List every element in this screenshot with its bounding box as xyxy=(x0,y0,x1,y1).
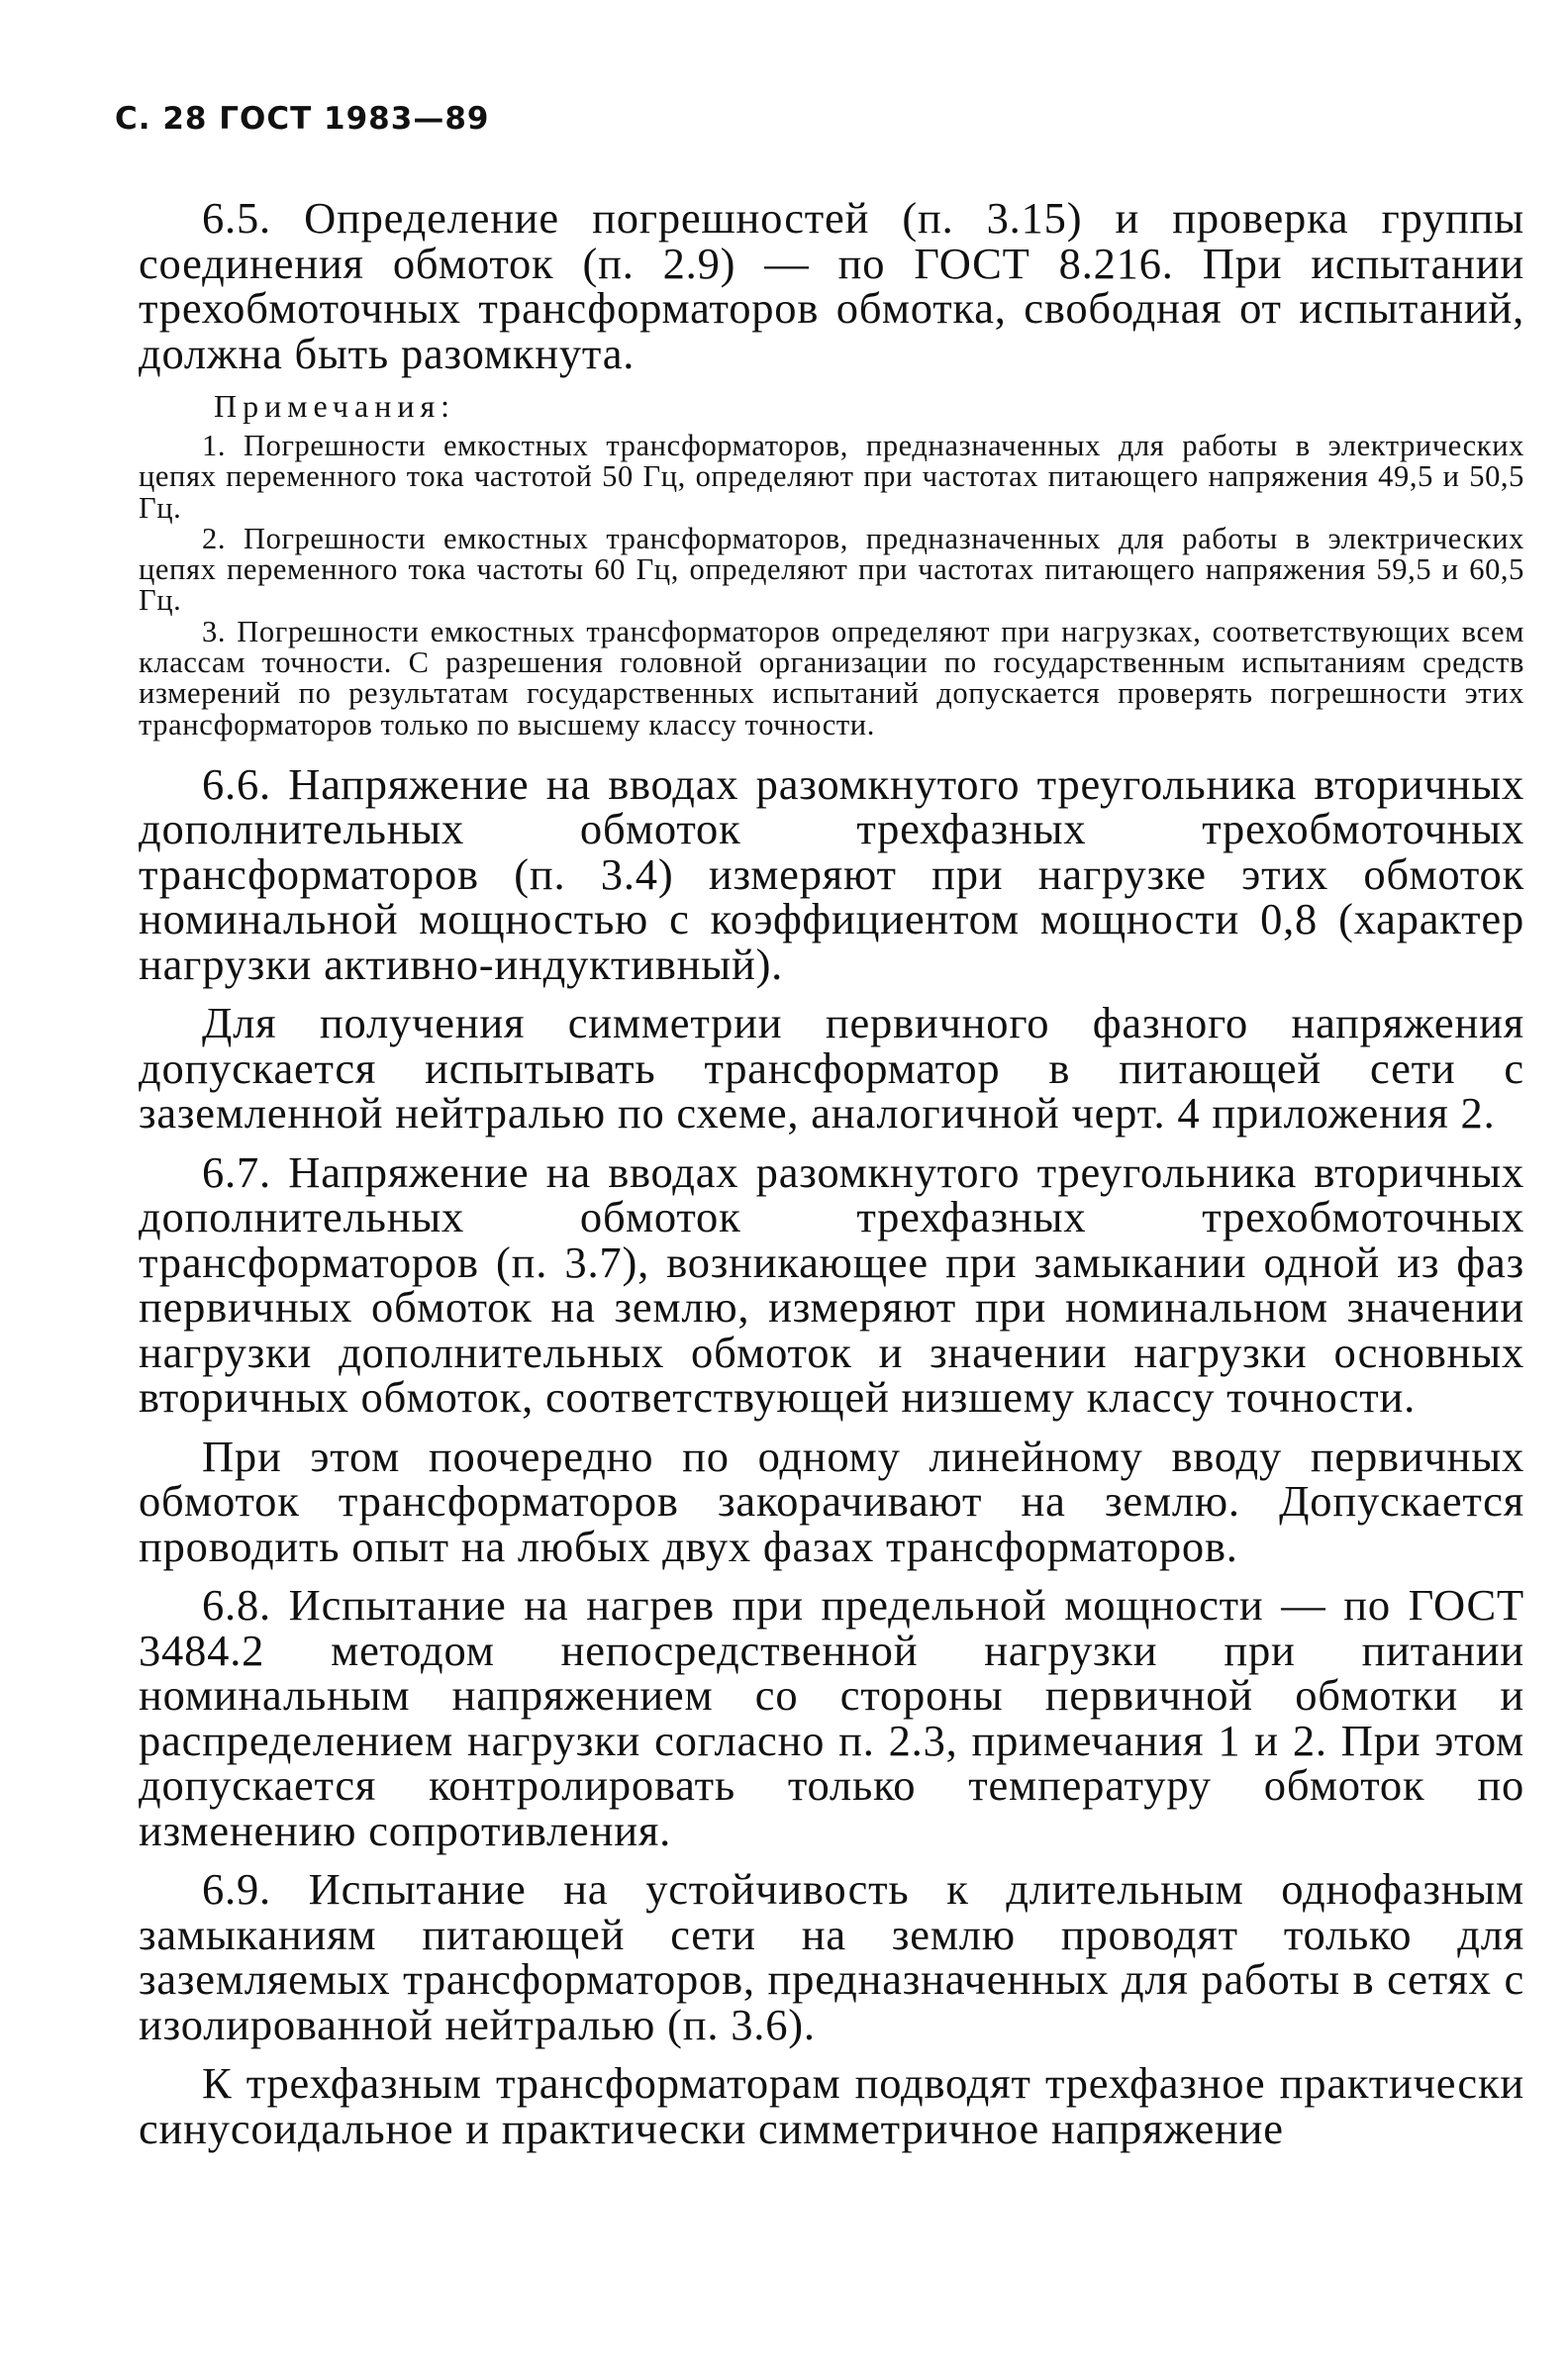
paragraph-6-6: 6.6. Напряжение на вводах разомкнутого треугольника вторичных дополнительных обмоток трехфазных трехобмоточных трансформаторов (п. 3.4) измеряют при нагрузке этих обмоток номинальной мощностью с коэффициентом мощности 0,8 (характер нагрузки активно-индуктивный). xyxy=(139,758,1524,989)
page-header: С. 28 ГОСТ 1983—89 xyxy=(115,101,490,137)
paragraph-6-9: 6.9. Испытание на устойчивость к длительным однофазным замыканиям питающей сети на землю проводят только для заземляемых трансформаторов, предназначенных для работы в сетях с изолированной нейтралью (п. 3.6). xyxy=(139,1864,1524,2049)
paragraph-6-9-continued: К трехфазным трансформаторам подводят трехфазное практически синусоидальное и практически симметричное напряжение xyxy=(139,2058,1524,2153)
note-item: 3. Погрешности емкостных трансформаторов определяют при нагрузках, соответствующих всем классам точности. С разрешения головной организации по государственным испытаниям средств измерений по результатам государственных испытаний допускается проверять погрешности этих трансформаторов только по высшему классу точности. xyxy=(139,614,1524,742)
note-item: 1. Погрешности емкостных трансформаторов, предназначенных для работы в электрических цепях переменного тока частотой 50 Гц, определяют при частотах питающего напряжения 49,5 и 50,5 Гц. xyxy=(139,429,1524,525)
paragraph-6-7-continued: При этом поочередно по одному линейному вводу первичных обмоток трансформаторов закорачивают на землю. Допускается проводить опыт на любых двух фазах трансформаторов. xyxy=(139,1431,1524,1571)
note-item: 2. Погрешности емкостных трансформаторов, предназначенных для работы в электрических цепях переменного тока частоты 60 Гц, определяют при частотах питающего напряжения 59,5 и 60,5 Гц. xyxy=(139,521,1524,618)
paragraph-6-6-continued: Для получения симметрии первичного фазного напряжения допускается испытывать трансформатор в питающей сети с заземленной нейтралью по схеме, аналогичной черт. 4 приложения 2. xyxy=(139,998,1524,1138)
notes-title: Примечания: xyxy=(214,388,456,424)
notes-block xyxy=(139,388,1524,741)
paragraph-6-8: 6.8. Испытание на нагрев при предельной мощности — по ГОСТ 3484.2 методом непосредственной нагрузки при питании номинальным напряжением со стороны первичной обмотки и распределением нагрузки согласно п. 2.3, примечания 1 и 2. При этом допускается контролировать только температуру обмоток по изменению сопротивления. xyxy=(139,1580,1524,1855)
paragraph-6-5: 6.5. Определение погрешностей (п. 3.15) и проверка группы соединения обмоток (п. 2.9) — по ГОСТ 8.216. При испытании трехобмоточных трансформаторов обмотка, свободная от испытаний, должна быть разомкнута. xyxy=(139,193,1524,378)
paragraph-6-7: 6.7. Напряжение на вводах разомкнутого треугольника вторичных дополнительных обмоток трехфазных трехобмоточных трансформаторов (п. 3.7), возникающее при замыкании одной из фаз первичных обмоток на землю, измеряют при номинальном значении нагрузки дополнительных обмоток и значении нагрузки основных вторичных обмоток, соответствующей низшему классу точности. xyxy=(139,1146,1524,1423)
document-body xyxy=(139,193,1524,2165)
